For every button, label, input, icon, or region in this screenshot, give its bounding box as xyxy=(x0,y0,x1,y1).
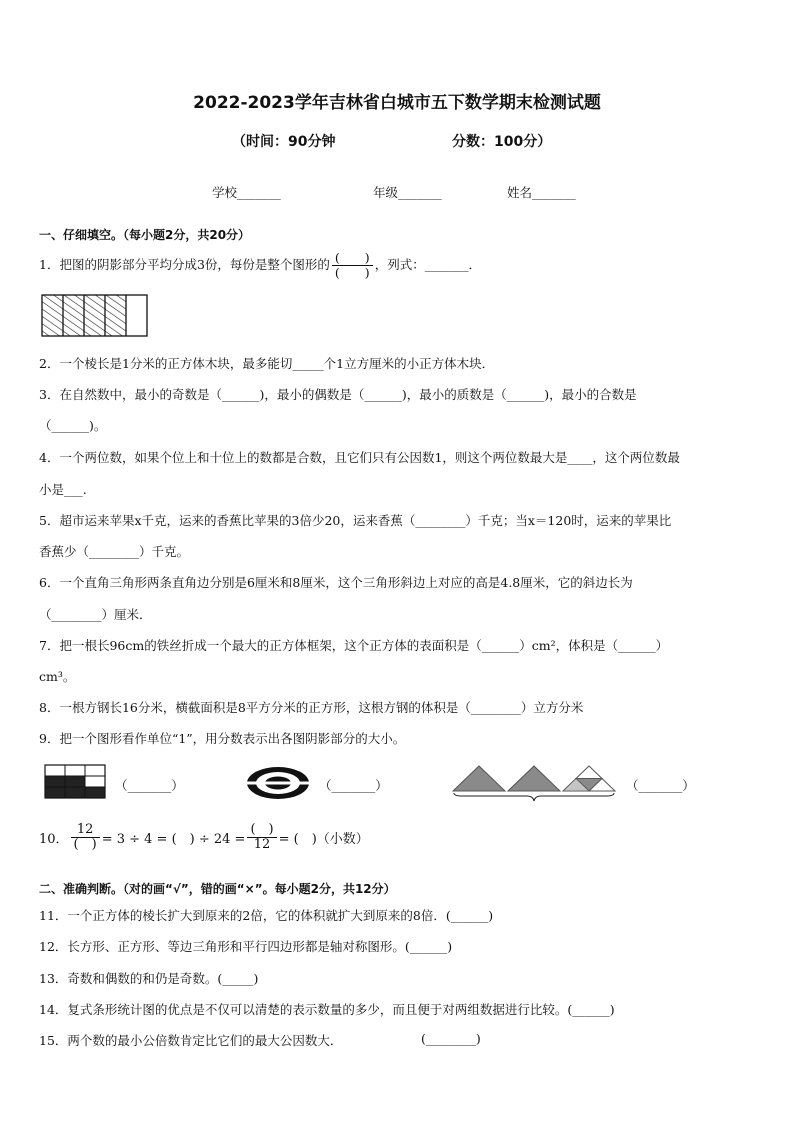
q9-blank-1[interactable]: （_______） xyxy=(115,778,184,793)
q9-target-figure xyxy=(245,765,311,801)
q1-fraction-denominator[interactable]: ( ) xyxy=(334,265,370,280)
q1-text-a: 1．把图的阴影部分平均分成3份，每份是整个图形的 xyxy=(39,257,330,272)
q1-figure xyxy=(41,294,149,338)
q10-fraction-1 xyxy=(71,823,100,852)
question-5-line1: 5．超市运来苹果x千克，运来的香蕉比苹果的3倍少20，运来香蕉（________）千克；当x＝120时，运来的苹果比 xyxy=(39,513,672,528)
question-10 xyxy=(39,823,369,852)
q10-tail: = ( )（小数） xyxy=(278,832,369,847)
question-6-line1: 6．一个直角三角形两条直角边分别是6厘米和8厘米，这个三角形斜边上对应的高是4.8厘米，它的斜边长为 xyxy=(39,575,633,590)
q10-fraction-1-denominator[interactable]: ( ) xyxy=(73,837,97,852)
question-2: 2．一个棱长是1分米的正方体木块，最多能切_____个1立方厘米的小正方体木块． xyxy=(39,356,495,371)
question-12: 12．长方形、正方形、等边三角形和平行四边形都是轴对称图形。(______) xyxy=(39,939,453,954)
question-7-line2: cm³。 xyxy=(39,669,76,684)
q1-fraction xyxy=(332,251,373,280)
q10-number: 10． xyxy=(39,832,69,847)
q10-fraction-2-numerator[interactable]: ( ) xyxy=(247,823,276,838)
page-title: 2022-2023学年吉林省白城市五下数学期末检测试题 xyxy=(193,93,601,113)
question-15: 15．两个数的最小公倍数肯定比它们的最大公因数大． xyxy=(39,1033,343,1048)
grade-field[interactable]: 年级_______ xyxy=(373,185,442,200)
question-8: 8．一根方钢长16分米，横截面积是8平方分米的正方形，这根方钢的体积是（________）立方分米 xyxy=(39,700,584,715)
q9-blank-2[interactable]: （_______） xyxy=(319,778,388,793)
question-4-line1: 4．一个两位数，如果个位上和十位上的数都是合数，且它们只有公因数1，则这个两位数最大是____，这个两位数最 xyxy=(39,450,680,465)
q15-blank[interactable]: (________) xyxy=(421,1031,481,1046)
q1-fraction-numerator[interactable]: ( ) xyxy=(332,251,373,266)
section1-heading: 一、仔细填空。（每小题2分，共20分） xyxy=(39,228,251,242)
question-1 xyxy=(39,251,481,280)
section2-heading: 二、准确判断。（对的画“√”，错的画“×”。每小题2分，共12分） xyxy=(39,882,396,896)
q1-text-b: ，列式：_______． xyxy=(374,257,481,272)
question-9: 9．把一个图形看作单位“1”，用分数表示出各图阴影部分的大小。 xyxy=(39,731,406,746)
question-6-line2: （________）厘米． xyxy=(39,607,152,622)
q10-middle: = 3 ÷ 4 = ( ) ÷ 24 = xyxy=(101,832,246,847)
question-11: 11．一个正方体的棱长扩大到原来的2倍，它的体积就扩大到原来的8倍．(______) xyxy=(39,908,494,923)
name-field[interactable]: 姓名_______ xyxy=(507,185,576,200)
question-7-line1: 7．把一根长96cm的铁丝折成一个最大的正方体框架，这个正方体的表面积是（______）cm²，体积是（______） xyxy=(39,638,669,653)
question-3-line2: （______)。 xyxy=(39,418,107,433)
exam-score: 分数：100分） xyxy=(452,134,552,150)
exam-time: （时间：90分钟 xyxy=(232,134,336,150)
question-14: 14．复式条形统计图的优点是不仅可以清楚的表示数量的多少，而且便于对两组数据进行比较。(______) xyxy=(39,1002,615,1017)
q10-fraction-2-denominator: 12 xyxy=(253,837,271,852)
q10-fraction-2 xyxy=(247,823,276,852)
question-3-line1: 3．在自然数中，最小的奇数是（______)，最小的偶数是（______)，最小的质数是（______)，最小的合数是 xyxy=(39,387,637,402)
q9-grid-figure xyxy=(44,764,108,800)
q9-blank-3[interactable]: （_______） xyxy=(626,778,695,793)
q9-triangles-figure xyxy=(452,764,618,804)
question-4-line2: 小是___. xyxy=(39,482,87,497)
school-field[interactable]: 学校_______ xyxy=(212,185,281,200)
question-5-line2: 香蕉少（________）千克。 xyxy=(39,544,190,559)
q10-fraction-1-numerator: 12 xyxy=(71,823,100,838)
question-13: 13．奇数和偶数的和仍是奇数。(_____) xyxy=(39,971,259,986)
